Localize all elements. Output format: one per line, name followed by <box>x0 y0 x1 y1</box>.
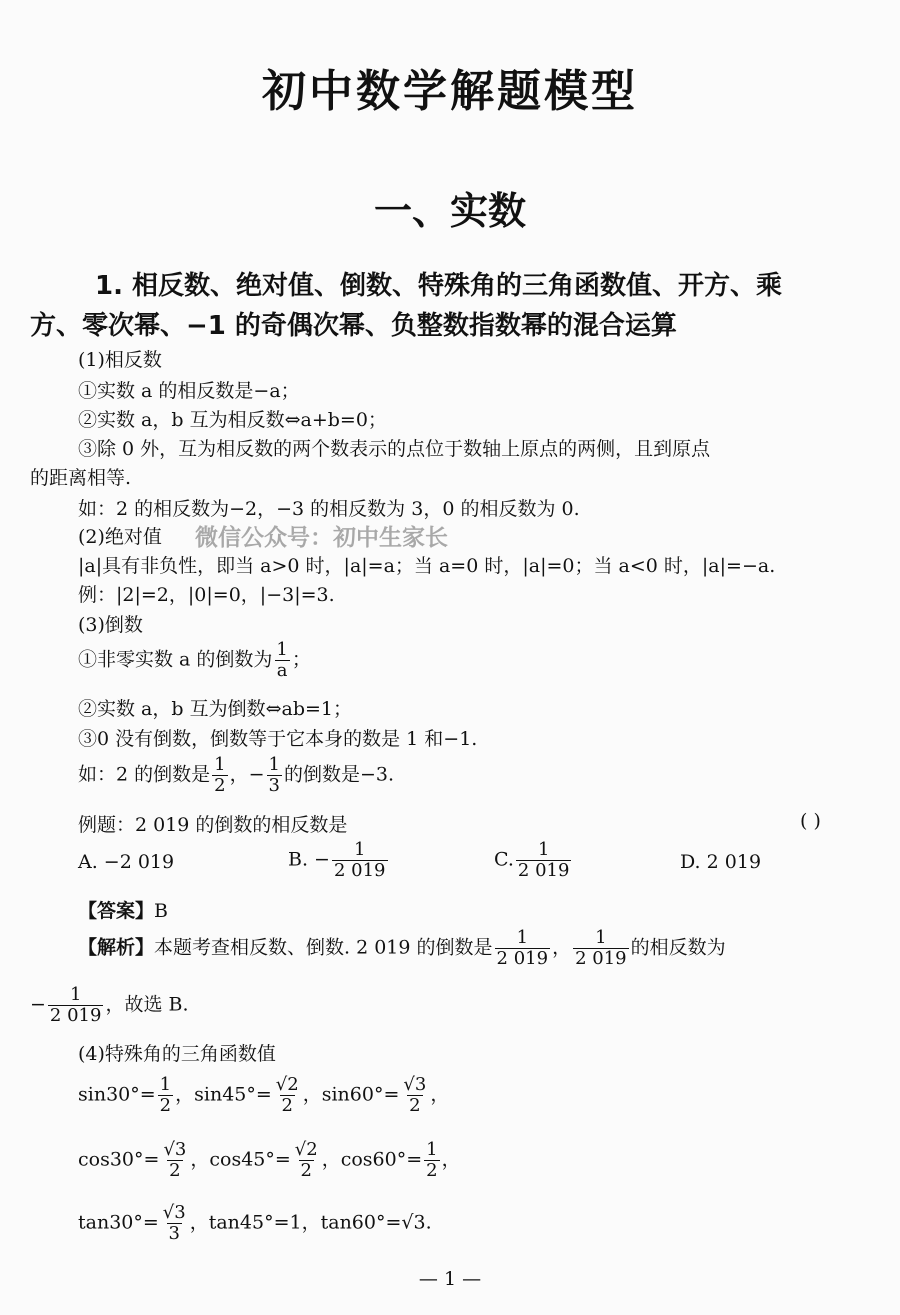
opposite-example: 如：2 的相反数为−2，−3 的相反数为 3，0 的相反数为 0. <box>78 498 580 520</box>
topic-heading-line2: 方、零次幂、−1 的奇偶次幂、负整数指数幂的混合运算 <box>30 311 677 341</box>
reciprocal-item3: ③0 没有倒数，倒数等于它本身的数是 1 和−1. <box>78 728 478 750</box>
option-d: D. 2 019 <box>680 851 762 873</box>
analysis-line2: − $\frac{1}{2 019}$ ，故选 B. <box>30 984 189 1026</box>
absolute-title: (2)绝对值 <box>78 526 162 548</box>
analysis-line1: 【解析】本题考查相反数、倒数. 2 019 的倒数是 $\frac{1}{2 019}$ ， $\frac{1}{2 019}$ 的相反数为 <box>78 927 726 969</box>
watermark: 微信公众号：初中生家长 <box>195 525 448 551</box>
trig-title: (4)特殊角的三角函数值 <box>78 1043 276 1065</box>
fraction-1-over-2: $\frac{1}{2}$ <box>214 754 226 796</box>
trig-cos-row: cos30°= $\frac{√3}{2}$ ，cos45°= $\frac{√2}{2}$ ，cos60°= $\frac{1}{2}$ ， <box>78 1139 461 1181</box>
fraction-1-over-a: $\frac{1}{a}$ <box>276 639 288 681</box>
reciprocal-example: 如：2 的倒数是 $\frac{1}{2}$ ，− $\frac{1}{3}$ 的倒数是−3. <box>78 754 395 796</box>
reciprocal-item1: ①非零实数 a 的倒数为 $\frac{1}{a}$ ； <box>78 639 311 681</box>
option-a: A. −2 019 <box>78 851 175 873</box>
answer-line: 【答案】B <box>78 900 168 922</box>
trig-sin-row: sin30°= $\frac{1}{2}$ ，sin45°= $\frac{√2}{2}$ ，sin60°= $\frac{√3}{2}$ ， <box>78 1074 450 1116</box>
fraction-1-over-3: $\frac{1}{3}$ <box>268 754 280 796</box>
question-stem: 例题：2 019 的倒数的相反数是 <box>78 814 348 836</box>
opposite-item3-line2: 的距离相等. <box>30 467 132 489</box>
absolute-line1: |a|具有非负性，即当 a>0 时，|a|=a；当 a=0 时，|a|=0；当 a<0 时，|a|=−a. <box>78 555 776 577</box>
opposite-item3-line1: ③除 0 外，互为相反数的两个数表示的点位于数轴上原点的两侧，且到原点 <box>78 438 711 460</box>
opposite-item2: ②实数 a，b 互为相反数⇔a+b=0； <box>78 409 387 431</box>
option-c: C. $\frac{1}{2 019}$ <box>494 839 570 881</box>
page-title: 初中数学解题模型 <box>262 66 638 117</box>
trig-tan-row: tan30°= $\frac{√3}{3}$ ，tan45°=1，tan60°=√3. <box>78 1202 432 1244</box>
opposite-title: (1)相反数 <box>78 349 162 371</box>
reciprocal-title: (3)倒数 <box>78 614 143 636</box>
section-heading: 一、实数 <box>373 189 526 233</box>
page-number: — 1 — <box>418 1268 482 1290</box>
reciprocal-item2: ②实数 a，b 互为倒数⇔ab=1； <box>78 698 352 720</box>
absolute-example: 例：|2|=2，|0|=0，|−3|=3. <box>78 584 335 606</box>
topic-heading-line1: 1. 相反数、绝对值、倒数、特殊角的三角函数值、开方、乘 <box>95 271 783 301</box>
opposite-item1: ①实数 a 的相反数是−a； <box>78 380 300 402</box>
option-b: B. − $\frac{1}{2 019}$ <box>288 839 386 881</box>
answer-blank: ( ) <box>800 810 821 832</box>
